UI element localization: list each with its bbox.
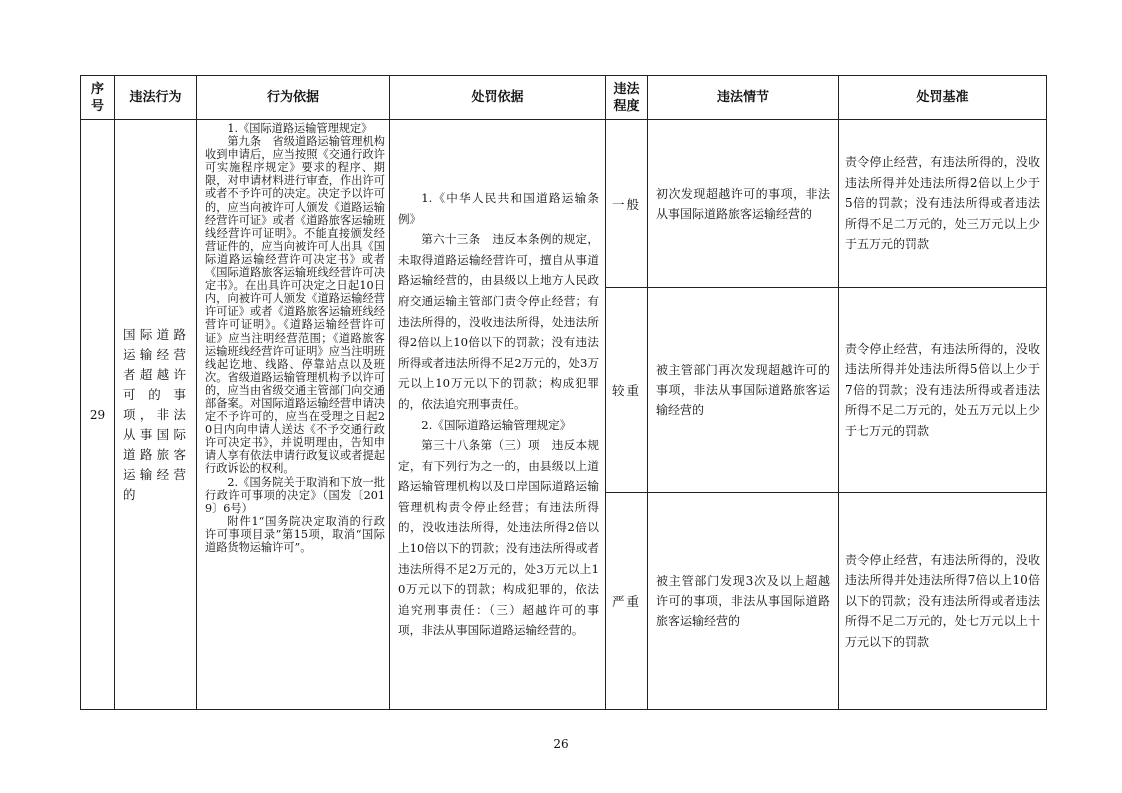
basis-article-2: 附件1“国务院决定取消的行政许可事项目录”第15项，取消“国际道路货物运输许可”。 (205, 514, 385, 554)
penalty-table (80, 75, 1047, 710)
header-penalty-basis: 处罚依据 (390, 76, 606, 120)
penalty-basis (390, 120, 606, 710)
table-row (81, 120, 1047, 288)
page-number: 26 (553, 737, 569, 751)
basis-title-2: 2.《国务院关于取消和下放一批行政许可事项的决定》（国发〔2019〕6号） (205, 475, 385, 515)
basis-title-1: 1.《国际道路运输管理规定》 (227, 122, 373, 135)
header-standard: 处罚基准 (839, 76, 1047, 120)
penalty-title-2: 2.《国际道路运输管理规定》 (421, 417, 572, 432)
degree-severe: 严重 (606, 493, 648, 710)
header-row (81, 76, 1047, 120)
standard-serious: 责令停止经营，有违法所得的，没收违法所得并处违法所得5倍以上少于7倍的罚款；没有违法所得或者违法所得不足二万元的，处五万元以上少于七万元的罚款 (839, 288, 1047, 493)
basis-article-1: 第九条 省级道路运输管理机构收到申请后，应当按照《交通行政许可实施程序规定》要求的程序、期限，对申请材料进行审查，作出许可或者不予许可的决定。决定予以许可的，应当向被许可人颁发《道路运输经营许可证》或者《道路旅客运输班线经营许可证明》。不能直接颁发经营证件的，应当向被许可人出具《国际道路运输经营许可决定书》或者《国际道路旅客运输班线经营许可决定书》。在出具许可决定之日起10日内，向被许可人颁发《道路运输经营许可证》或者《道路旅客运输班线经营许可证明》。《道路运输经营许可证》应当注明经营范围；《道路旅客运输班线经营许可证明》应当注明班线起讫地、线路、停靠站点以及班次。省级道路运输管理机构予以许可的，应当由省级交通主管部门向交通部备案。对国际道路运输经营申请决定不予许可的，应当在受理之日起20日内向申请人送达《不予交通行政许可决定书》，并说明理由，告知申请人享有依法申请行政复议或者提起行政诉讼的权利。 (205, 135, 385, 476)
penalty-article-2: 第三十八条第（三）项 违反本规定，有下列行为之一的，由县级以上道路运输管理机构以及口岸国际道路运输管理机构责令停止经营；有违法所得的，没收违法所得，处违法所得2倍以上10倍以下的罚款；没有违法所得或者违法所得不足2万元的，处3万元以上10万元以下的罚款；构成犯罪的，依法追究刑事责任：（三）超越许可的事项，非法从事国际道路运输经营的。 (398, 438, 599, 638)
header-no: 序 号 (81, 76, 115, 120)
penalty-article-1: 第六十三条 违反本条例的规定，未取得道路运输经营许可，擅自从事道路运输经营的，由县级以上地方人民政府交通运输主管部门责令停止经营；有违法所得的，没收违法所得，处违法所得2倍以上10倍以下的罚款；没有违法所得或者违法所得不足2万元的，处3万元以上10万元以下的罚款；构成犯罪的，依法追究刑事责任。 (398, 232, 599, 411)
header-circumstance: 违法情节 (648, 76, 839, 120)
violation-act: 国际道路运输经营者超越许可的事项，非法从事国际道路旅客运输经营的 (115, 120, 197, 710)
standard-severe: 责令停止经营，有违法所得的，没收违法所得并处违法所得7倍以上10倍以下的罚款；没有违法所得或者违法所得不足二万元的，处七万元以上十万元以下的罚款 (839, 493, 1047, 710)
circumstance-general: 初次发现超越许可的事项，非法从事国际道路旅客运输经营的 (648, 120, 839, 288)
header-basis: 行为依据 (197, 76, 390, 120)
degree-general: 一般 (606, 120, 648, 288)
circumstance-serious: 被主管部门再次发现超越许可的事项，非法从事国际道路旅客运输经营的 (648, 288, 839, 493)
degree-serious: 较重 (606, 288, 648, 493)
penalty-title-1: 1.《中华人民共和国道路运输条例》 (398, 190, 599, 226)
standard-general: 责令停止经营，有违法所得的，没收违法所得并处违法所得2倍以上少于5倍的罚款；没有违法所得或者违法所得不足二万元的，处三万元以上少于五万元的罚款 (839, 120, 1047, 288)
header-degree: 违法 程度 (606, 76, 648, 120)
header-act: 违法行为 (115, 76, 197, 120)
circumstance-severe: 被主管部门发现3次及以上超越许可的事项，非法从事国际道路旅客运输经营的 (648, 493, 839, 710)
row-number: 29 (81, 120, 115, 710)
behavior-basis (197, 120, 390, 710)
